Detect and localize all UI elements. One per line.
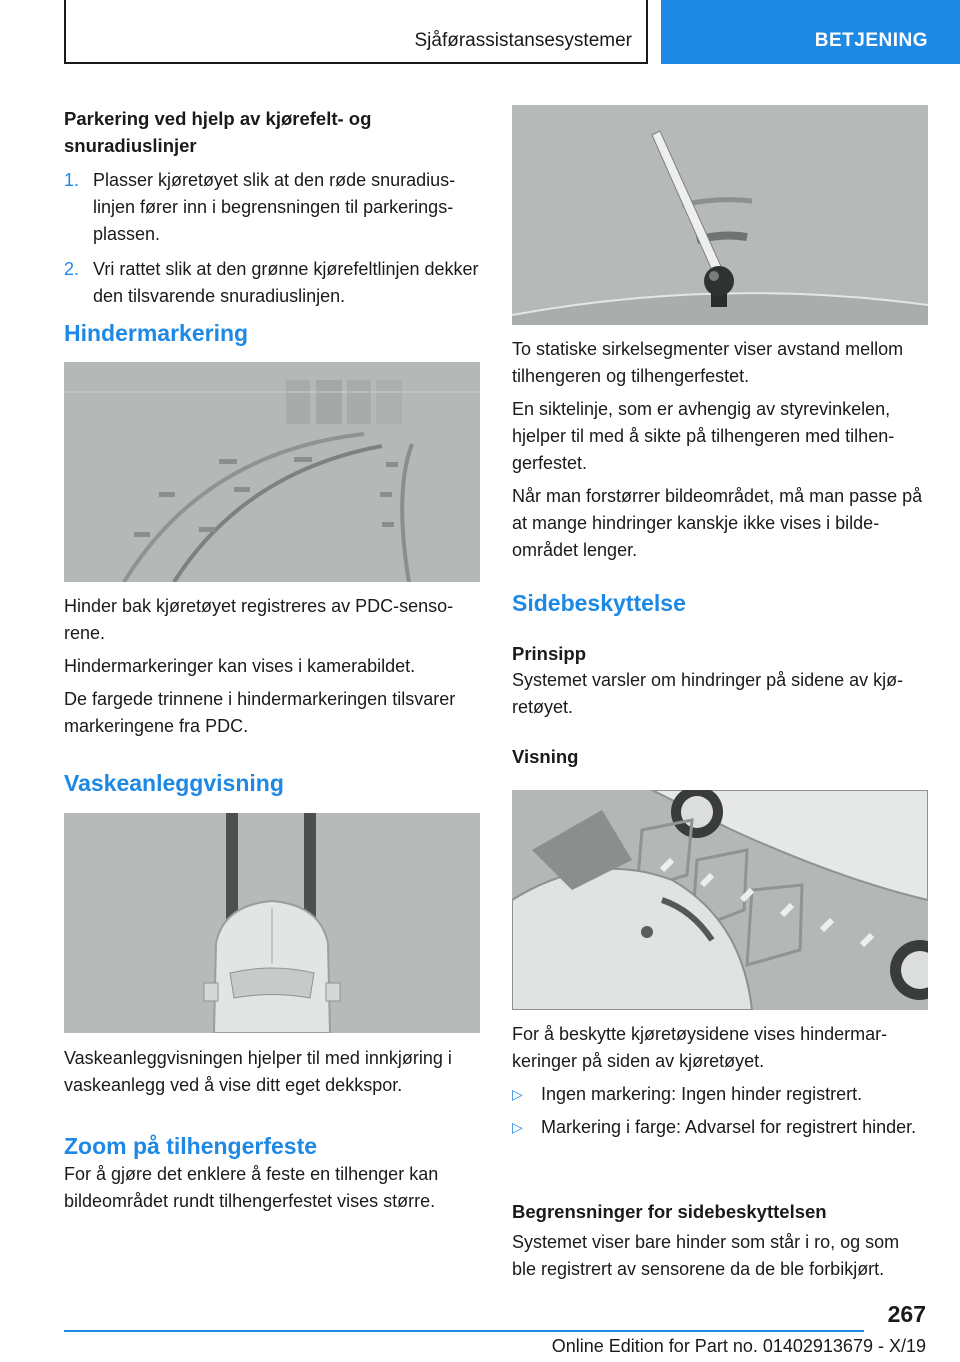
triangle-bullet-icon: ▷ (512, 1086, 523, 1102)
limits-paragraph: Systemet viser bare hinder som står i ro, og som ble registrert av sensorene da de ble forbikjørt. (512, 1232, 900, 1279)
footer-divider (64, 1330, 864, 1332)
bullet-text: Markering i farge: Advarsel for registrert hinder. (541, 1117, 917, 1137)
step-text: Plasser kjøretøyet slik at den røde snuradiuslinjen fører inn i begrensningen til parkeringsplassen. (93, 170, 456, 244)
obstacle-marking-figure (64, 362, 480, 582)
carwash-text-block (64, 1045, 480, 1099)
side-protection-heading: Sidebeskyttelse (512, 590, 686, 616)
list-item (512, 1081, 928, 1108)
obstacle-heading: Hindermarkering (64, 320, 249, 346)
obstacle-paragraph: De fargede trinnene i hindermarkeringen tilsvarer markeringene fra PDC. (64, 689, 456, 736)
zoom-heading: Zoom på tilhengerfeste (64, 1133, 318, 1159)
header-section-tab (661, 0, 960, 64)
header-chapter-box (64, 0, 648, 64)
list-item (64, 256, 480, 310)
carwash-heading-block (64, 768, 480, 798)
step-text: Vri rattet slik at den grønne kjørefeltlinjen dekker den tilsvarende snuradiuslinjen. (93, 259, 479, 306)
hitch-paragraph: Når man forstørrer bildeområdet, må man passe på at mange hindringer kanskje ikke vises i bildeområdet lenger. (512, 486, 923, 560)
carwash-heading: Vaskeanleggvisning (64, 770, 284, 796)
zoom-paragraph: For å gjøre det enklere å feste en tilhenger kan bildeområdet rundt tilhengerfestet vises større. (64, 1164, 439, 1211)
trailer-hitch-figure (512, 105, 928, 325)
step-number: 2. (64, 259, 80, 279)
zoom-block (64, 1131, 480, 1215)
obstacle-paragraph: Hindermarkeringer kan vises i kamerabildet. (64, 656, 416, 676)
obstacle-text-block (64, 593, 480, 740)
parking-heading: Parkering ved hjelp av kjørefelt- og snuradiuslinjer (64, 108, 372, 156)
hitch-paragraph: To statiske sirkelsegmenter viser avstand mellom tilhengeren og tilhengerfestet. (512, 339, 904, 386)
hitch-paragraph: En siktelinje, som er avhengig av styrevinkelen, hjelper til med å sikte på tilhengeren med tilhengerfestet. (512, 399, 895, 473)
principle-heading: Prinsipp (512, 643, 587, 664)
display-text-block (512, 1021, 928, 1141)
carwash-paragraph: Vaskeanleggvisningen hjelper til med innkjøring i vaskeanlegg ved å vise ditt eget dekkspor. (64, 1048, 452, 1095)
chapter-title: Sjåførassistansesystemer (414, 30, 632, 51)
principle-paragraph: Systemet varsler om hindringer på sidene av kjøretøyet. (512, 670, 904, 717)
obstacle-paragraph: Hinder bak kjøretøyet registreres av PDC-sensorene. (64, 596, 454, 643)
step-number: 1. (64, 170, 80, 190)
side-protection-block (512, 588, 928, 770)
side-protection-figure (512, 790, 928, 1010)
display-paragraph: For å beskytte kjøretøysidene vises hindermarkeringer på siden av kjøretøyet. (512, 1024, 888, 1071)
limits-block (512, 1198, 928, 1283)
triangle-bullet-icon: ▷ (512, 1119, 523, 1135)
list-item (512, 1114, 928, 1141)
obstacle-heading-block (64, 318, 480, 348)
parking-steps (64, 167, 480, 310)
marking-bullets (512, 1081, 928, 1141)
section-tab-label: BETJENING (814, 30, 928, 51)
hitch-text-block (512, 336, 928, 564)
page-number: 267 (887, 1301, 926, 1327)
limits-heading: Begrensninger for sidebeskyttelsen (512, 1201, 827, 1222)
left-column-top (64, 105, 480, 310)
edition-text: Online Edition for Part no. 01402913679 - X/19 (551, 1336, 926, 1356)
list-item (64, 167, 480, 248)
carwash-view-figure (64, 813, 480, 1033)
display-heading: Visning (512, 746, 579, 767)
bullet-text: Ingen markering: Ingen hinder registrert. (541, 1084, 863, 1104)
